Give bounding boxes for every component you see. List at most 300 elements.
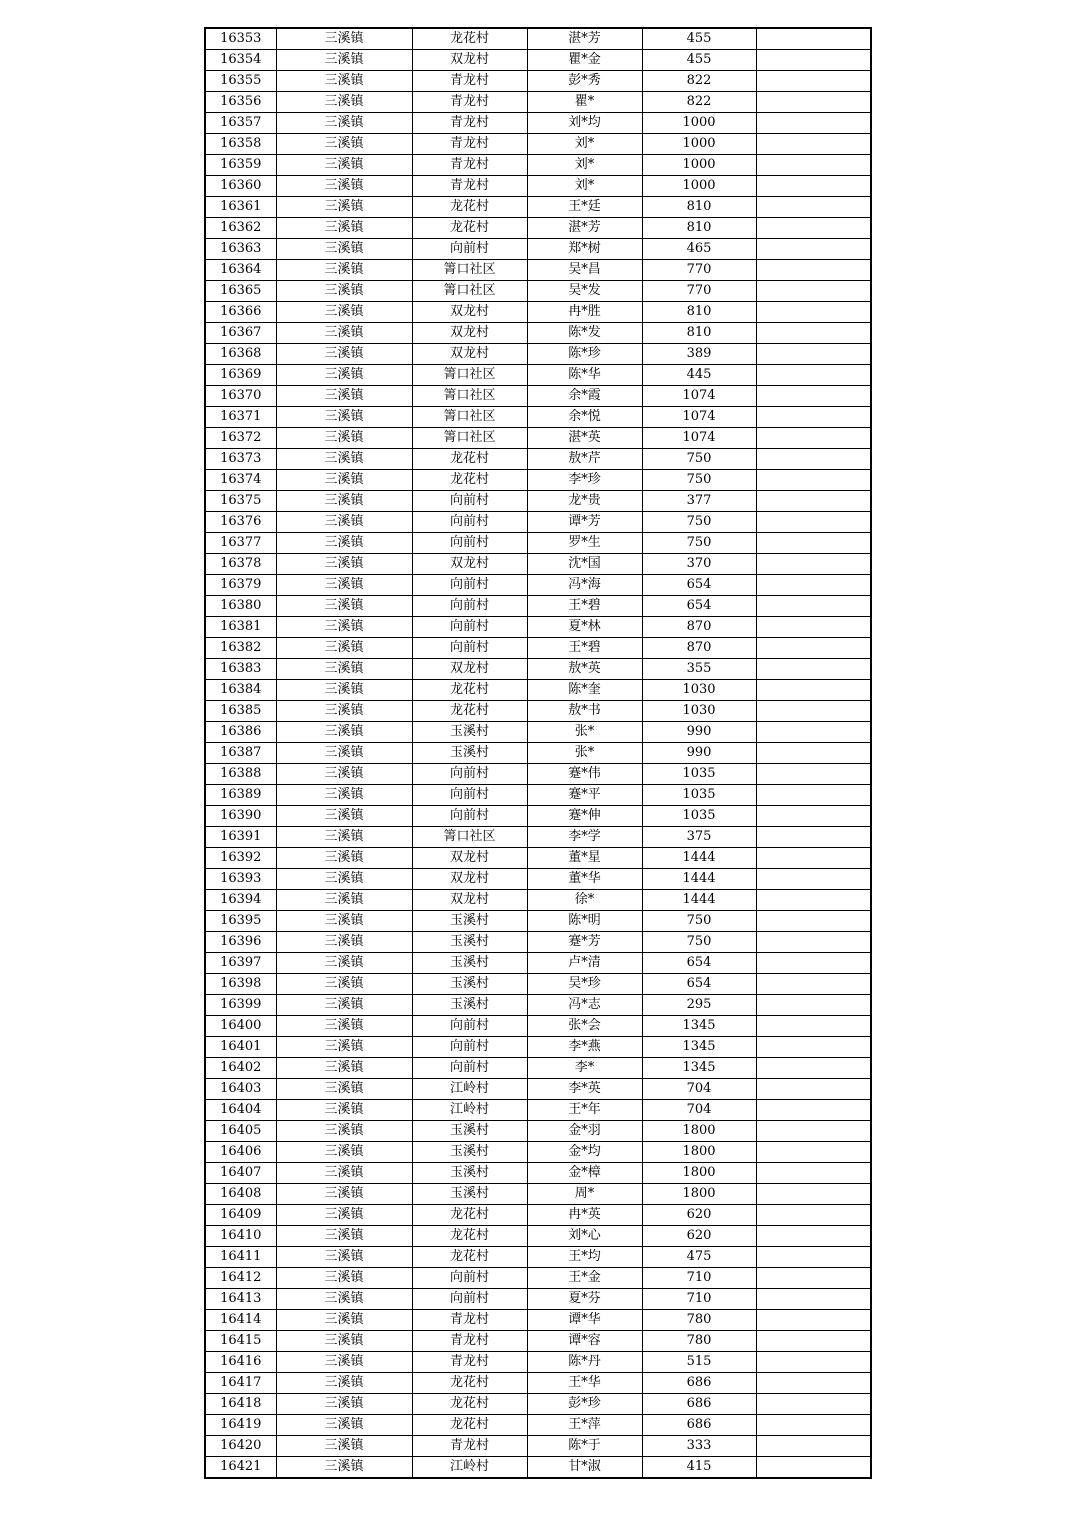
table-row xyxy=(205,554,871,575)
cell-amount: 810 xyxy=(642,323,756,344)
cell-serial: 16392 xyxy=(205,848,276,869)
cell-remark xyxy=(756,512,871,533)
cell-serial: 16388 xyxy=(205,764,276,785)
cell-name: 谭*华 xyxy=(527,1310,642,1331)
cell-remark xyxy=(756,1142,871,1163)
table-row xyxy=(205,995,871,1016)
cell-town: 三溪镇 xyxy=(276,701,412,722)
cell-serial: 16416 xyxy=(205,1352,276,1373)
cell-name: 甘*淑 xyxy=(527,1457,642,1479)
cell-amount: 686 xyxy=(642,1415,756,1436)
cell-serial: 16418 xyxy=(205,1394,276,1415)
cell-village: 双龙村 xyxy=(412,890,527,911)
cell-remark xyxy=(756,848,871,869)
cell-amount: 1035 xyxy=(642,785,756,806)
cell-amount: 1074 xyxy=(642,407,756,428)
cell-village: 玉溪村 xyxy=(412,911,527,932)
cell-amount: 810 xyxy=(642,302,756,323)
cell-serial: 16412 xyxy=(205,1268,276,1289)
cell-name: 湛*芳 xyxy=(527,28,642,50)
cell-amount: 750 xyxy=(642,932,756,953)
cell-amount: 1030 xyxy=(642,680,756,701)
cell-serial: 16409 xyxy=(205,1205,276,1226)
cell-remark xyxy=(756,1268,871,1289)
cell-name: 李*珍 xyxy=(527,470,642,491)
cell-town: 三溪镇 xyxy=(276,995,412,1016)
cell-serial: 16363 xyxy=(205,239,276,260)
cell-town: 三溪镇 xyxy=(276,1142,412,1163)
cell-amount: 355 xyxy=(642,659,756,680)
cell-village: 向前村 xyxy=(412,533,527,554)
cell-serial: 16378 xyxy=(205,554,276,575)
cell-town: 三溪镇 xyxy=(276,1121,412,1142)
cell-village: 青龙村 xyxy=(412,1331,527,1352)
cell-name: 刘* xyxy=(527,176,642,197)
cell-remark xyxy=(756,1415,871,1436)
table-row xyxy=(205,344,871,365)
cell-amount: 475 xyxy=(642,1247,756,1268)
cell-amount: 750 xyxy=(642,533,756,554)
cell-name: 吴*昌 xyxy=(527,260,642,281)
cell-remark xyxy=(756,1163,871,1184)
cell-town: 三溪镇 xyxy=(276,575,412,596)
table-body xyxy=(205,28,871,1478)
cell-remark xyxy=(756,1310,871,1331)
cell-town: 三溪镇 xyxy=(276,1184,412,1205)
cell-town: 三溪镇 xyxy=(276,50,412,71)
table-row xyxy=(205,932,871,953)
cell-remark xyxy=(756,155,871,176)
table-row xyxy=(205,848,871,869)
cell-name: 敖*芹 xyxy=(527,449,642,470)
cell-amount: 822 xyxy=(642,92,756,113)
cell-village: 青龙村 xyxy=(412,134,527,155)
cell-town: 三溪镇 xyxy=(276,533,412,554)
cell-name: 瞿*金 xyxy=(527,50,642,71)
cell-remark xyxy=(756,1289,871,1310)
cell-amount: 377 xyxy=(642,491,756,512)
cell-amount: 710 xyxy=(642,1289,756,1310)
cell-amount: 710 xyxy=(642,1268,756,1289)
cell-town: 三溪镇 xyxy=(276,344,412,365)
cell-amount: 780 xyxy=(642,1310,756,1331)
cell-name: 金*羽 xyxy=(527,1121,642,1142)
cell-name: 董*华 xyxy=(527,869,642,890)
cell-remark xyxy=(756,1121,871,1142)
cell-serial: 16405 xyxy=(205,1121,276,1142)
cell-town: 三溪镇 xyxy=(276,323,412,344)
cell-village: 玉溪村 xyxy=(412,995,527,1016)
cell-town: 三溪镇 xyxy=(276,155,412,176)
cell-town: 三溪镇 xyxy=(276,365,412,386)
cell-name: 谭*容 xyxy=(527,1331,642,1352)
cell-remark xyxy=(756,1037,871,1058)
cell-serial: 16413 xyxy=(205,1289,276,1310)
cell-name: 蹇*伟 xyxy=(527,764,642,785)
cell-name: 龙*贵 xyxy=(527,491,642,512)
cell-village: 玉溪村 xyxy=(412,1184,527,1205)
cell-name: 董*星 xyxy=(527,848,642,869)
cell-village: 龙花村 xyxy=(412,1415,527,1436)
cell-amount: 990 xyxy=(642,743,756,764)
cell-village: 青龙村 xyxy=(412,1352,527,1373)
cell-town: 三溪镇 xyxy=(276,1226,412,1247)
table-row xyxy=(205,134,871,155)
cell-remark xyxy=(756,596,871,617)
cell-serial: 16421 xyxy=(205,1457,276,1479)
table-row xyxy=(205,512,871,533)
cell-amount: 750 xyxy=(642,512,756,533)
cell-town: 三溪镇 xyxy=(276,28,412,50)
cell-serial: 16419 xyxy=(205,1415,276,1436)
cell-serial: 16375 xyxy=(205,491,276,512)
cell-amount: 810 xyxy=(642,218,756,239)
cell-remark xyxy=(756,28,871,50)
cell-town: 三溪镇 xyxy=(276,911,412,932)
table-row xyxy=(205,50,871,71)
cell-village: 青龙村 xyxy=(412,1310,527,1331)
cell-remark xyxy=(756,197,871,218)
cell-name: 罗*生 xyxy=(527,533,642,554)
table-row xyxy=(205,596,871,617)
cell-amount: 750 xyxy=(642,449,756,470)
table-row xyxy=(205,302,871,323)
cell-village: 向前村 xyxy=(412,491,527,512)
cell-town: 三溪镇 xyxy=(276,1163,412,1184)
cell-remark xyxy=(756,428,871,449)
cell-name: 李*英 xyxy=(527,1079,642,1100)
cell-village: 玉溪村 xyxy=(412,974,527,995)
cell-village: 向前村 xyxy=(412,764,527,785)
cell-remark xyxy=(756,1436,871,1457)
cell-serial: 16399 xyxy=(205,995,276,1016)
cell-name: 王*年 xyxy=(527,1100,642,1121)
cell-remark xyxy=(756,1079,871,1100)
cell-remark xyxy=(756,1205,871,1226)
cell-remark xyxy=(756,386,871,407)
cell-remark xyxy=(756,1247,871,1268)
cell-remark xyxy=(756,1331,871,1352)
cell-town: 三溪镇 xyxy=(276,764,412,785)
cell-village: 青龙村 xyxy=(412,92,527,113)
cell-village: 向前村 xyxy=(412,785,527,806)
table-row xyxy=(205,1352,871,1373)
cell-name: 蹇*平 xyxy=(527,785,642,806)
cell-serial: 16369 xyxy=(205,365,276,386)
cell-name: 湛*英 xyxy=(527,428,642,449)
cell-village: 向前村 xyxy=(412,596,527,617)
cell-town: 三溪镇 xyxy=(276,932,412,953)
table-row xyxy=(205,176,871,197)
cell-remark xyxy=(756,92,871,113)
cell-village: 玉溪村 xyxy=(412,743,527,764)
cell-remark xyxy=(756,344,871,365)
cell-serial: 16360 xyxy=(205,176,276,197)
table-row xyxy=(205,260,871,281)
table-row xyxy=(205,197,871,218)
cell-name: 王*碧 xyxy=(527,596,642,617)
table-row xyxy=(205,1142,871,1163)
cell-amount: 515 xyxy=(642,1352,756,1373)
cell-village: 玉溪村 xyxy=(412,1142,527,1163)
cell-town: 三溪镇 xyxy=(276,743,412,764)
cell-village: 箐口社区 xyxy=(412,281,527,302)
cell-remark xyxy=(756,932,871,953)
table-row xyxy=(205,365,871,386)
table-row xyxy=(205,1331,871,1352)
cell-name: 金*均 xyxy=(527,1142,642,1163)
cell-town: 三溪镇 xyxy=(276,302,412,323)
cell-serial: 16353 xyxy=(205,28,276,50)
cell-village: 龙花村 xyxy=(412,470,527,491)
table-row xyxy=(205,1415,871,1436)
cell-serial: 16408 xyxy=(205,1184,276,1205)
table-row xyxy=(205,1457,871,1479)
cell-town: 三溪镇 xyxy=(276,197,412,218)
cell-name: 周* xyxy=(527,1184,642,1205)
table-row xyxy=(205,617,871,638)
cell-remark xyxy=(756,827,871,848)
cell-name: 陈*发 xyxy=(527,323,642,344)
cell-remark xyxy=(756,113,871,134)
cell-town: 三溪镇 xyxy=(276,260,412,281)
table-row xyxy=(205,1394,871,1415)
cell-remark xyxy=(756,1058,871,1079)
table-row xyxy=(205,890,871,911)
cell-remark xyxy=(756,995,871,1016)
cell-town: 三溪镇 xyxy=(276,1079,412,1100)
cell-town: 三溪镇 xyxy=(276,1373,412,1394)
cell-remark xyxy=(756,554,871,575)
cell-remark xyxy=(756,323,871,344)
cell-town: 三溪镇 xyxy=(276,890,412,911)
table-row xyxy=(205,701,871,722)
cell-town: 三溪镇 xyxy=(276,407,412,428)
cell-town: 三溪镇 xyxy=(276,785,412,806)
cell-serial: 16384 xyxy=(205,680,276,701)
cell-serial: 16389 xyxy=(205,785,276,806)
cell-name: 刘* xyxy=(527,155,642,176)
table-row xyxy=(205,1079,871,1100)
cell-village: 江岭村 xyxy=(412,1079,527,1100)
cell-village: 向前村 xyxy=(412,1037,527,1058)
cell-remark xyxy=(756,176,871,197)
cell-village: 向前村 xyxy=(412,1058,527,1079)
cell-remark xyxy=(756,764,871,785)
cell-serial: 16417 xyxy=(205,1373,276,1394)
cell-serial: 16357 xyxy=(205,113,276,134)
cell-village: 玉溪村 xyxy=(412,1121,527,1142)
cell-name: 瞿* xyxy=(527,92,642,113)
cell-name: 冉*胜 xyxy=(527,302,642,323)
cell-serial: 16358 xyxy=(205,134,276,155)
cell-remark xyxy=(756,785,871,806)
cell-remark xyxy=(756,1457,871,1479)
cell-name: 郑*树 xyxy=(527,239,642,260)
cell-amount: 780 xyxy=(642,1331,756,1352)
cell-town: 三溪镇 xyxy=(276,953,412,974)
cell-name: 冯*志 xyxy=(527,995,642,1016)
cell-serial: 16404 xyxy=(205,1100,276,1121)
cell-name: 李*学 xyxy=(527,827,642,848)
table-row xyxy=(205,659,871,680)
cell-amount: 415 xyxy=(642,1457,756,1479)
cell-remark xyxy=(756,470,871,491)
cell-amount: 704 xyxy=(642,1100,756,1121)
cell-town: 三溪镇 xyxy=(276,134,412,155)
table-row xyxy=(205,428,871,449)
cell-amount: 620 xyxy=(642,1205,756,1226)
cell-amount: 455 xyxy=(642,50,756,71)
cell-amount: 654 xyxy=(642,575,756,596)
cell-remark xyxy=(756,365,871,386)
cell-village: 向前村 xyxy=(412,1268,527,1289)
cell-amount: 822 xyxy=(642,71,756,92)
table-row xyxy=(205,1247,871,1268)
table-row xyxy=(205,323,871,344)
cell-remark xyxy=(756,1226,871,1247)
cell-name: 余*霞 xyxy=(527,386,642,407)
cell-serial: 16390 xyxy=(205,806,276,827)
cell-town: 三溪镇 xyxy=(276,1352,412,1373)
cell-serial: 16420 xyxy=(205,1436,276,1457)
cell-amount: 1000 xyxy=(642,134,756,155)
table-row xyxy=(205,239,871,260)
table-row xyxy=(205,71,871,92)
cell-amount: 1030 xyxy=(642,701,756,722)
cell-village: 龙花村 xyxy=(412,218,527,239)
cell-village: 青龙村 xyxy=(412,155,527,176)
cell-amount: 1444 xyxy=(642,848,756,869)
table-row xyxy=(205,155,871,176)
cell-name: 谭*芳 xyxy=(527,512,642,533)
table-row xyxy=(205,28,871,50)
cell-name: 张* xyxy=(527,743,642,764)
cell-name: 蹇*伸 xyxy=(527,806,642,827)
cell-name: 蹇*芳 xyxy=(527,932,642,953)
cell-village: 向前村 xyxy=(412,512,527,533)
cell-remark xyxy=(756,1100,871,1121)
cell-village: 龙花村 xyxy=(412,680,527,701)
cell-remark xyxy=(756,302,871,323)
cell-serial: 16372 xyxy=(205,428,276,449)
cell-village: 双龙村 xyxy=(412,659,527,680)
cell-serial: 16391 xyxy=(205,827,276,848)
table-row xyxy=(205,1310,871,1331)
cell-amount: 295 xyxy=(642,995,756,1016)
cell-serial: 16381 xyxy=(205,617,276,638)
cell-name: 陈*珍 xyxy=(527,344,642,365)
cell-amount: 1074 xyxy=(642,386,756,407)
cell-town: 三溪镇 xyxy=(276,113,412,134)
cell-name: 金*樟 xyxy=(527,1163,642,1184)
cell-town: 三溪镇 xyxy=(276,218,412,239)
cell-serial: 16395 xyxy=(205,911,276,932)
cell-village: 向前村 xyxy=(412,638,527,659)
table-row xyxy=(205,638,871,659)
cell-remark xyxy=(756,50,871,71)
cell-village: 双龙村 xyxy=(412,848,527,869)
cell-village: 向前村 xyxy=(412,1289,527,1310)
cell-serial: 16398 xyxy=(205,974,276,995)
cell-remark xyxy=(756,533,871,554)
cell-amount: 870 xyxy=(642,638,756,659)
cell-name: 彭*珍 xyxy=(527,1394,642,1415)
cell-remark xyxy=(756,260,871,281)
table-row xyxy=(205,281,871,302)
cell-remark xyxy=(756,890,871,911)
cell-town: 三溪镇 xyxy=(276,281,412,302)
cell-town: 三溪镇 xyxy=(276,1016,412,1037)
cell-village: 箐口社区 xyxy=(412,827,527,848)
cell-town: 三溪镇 xyxy=(276,470,412,491)
cell-amount: 870 xyxy=(642,617,756,638)
cell-town: 三溪镇 xyxy=(276,92,412,113)
cell-name: 冉*英 xyxy=(527,1205,642,1226)
cell-serial: 16359 xyxy=(205,155,276,176)
cell-name: 刘*均 xyxy=(527,113,642,134)
cell-village: 龙花村 xyxy=(412,1247,527,1268)
cell-serial: 16401 xyxy=(205,1037,276,1058)
table-row xyxy=(205,1205,871,1226)
cell-amount: 686 xyxy=(642,1373,756,1394)
table-row xyxy=(205,491,871,512)
cell-town: 三溪镇 xyxy=(276,386,412,407)
cell-remark xyxy=(756,407,871,428)
cell-serial: 16354 xyxy=(205,50,276,71)
cell-serial: 16402 xyxy=(205,1058,276,1079)
cell-town: 三溪镇 xyxy=(276,722,412,743)
table-row xyxy=(205,1373,871,1394)
cell-serial: 16377 xyxy=(205,533,276,554)
cell-name: 敖*英 xyxy=(527,659,642,680)
cell-town: 三溪镇 xyxy=(276,1037,412,1058)
cell-name: 王*廷 xyxy=(527,197,642,218)
cell-name: 李*燕 xyxy=(527,1037,642,1058)
cell-serial: 16385 xyxy=(205,701,276,722)
cell-village: 青龙村 xyxy=(412,113,527,134)
cell-town: 三溪镇 xyxy=(276,869,412,890)
cell-remark xyxy=(756,1184,871,1205)
cell-town: 三溪镇 xyxy=(276,617,412,638)
cell-name: 吴*发 xyxy=(527,281,642,302)
cell-town: 三溪镇 xyxy=(276,554,412,575)
table-row xyxy=(205,470,871,491)
cell-amount: 445 xyxy=(642,365,756,386)
cell-name: 夏*芬 xyxy=(527,1289,642,1310)
cell-amount: 465 xyxy=(642,239,756,260)
cell-village: 双龙村 xyxy=(412,869,527,890)
cell-name: 卢*清 xyxy=(527,953,642,974)
cell-serial: 16376 xyxy=(205,512,276,533)
cell-village: 玉溪村 xyxy=(412,1163,527,1184)
cell-name: 湛*芳 xyxy=(527,218,642,239)
table-row xyxy=(205,827,871,848)
cell-village: 青龙村 xyxy=(412,71,527,92)
cell-name: 王*萍 xyxy=(527,1415,642,1436)
cell-remark xyxy=(756,218,871,239)
cell-village: 双龙村 xyxy=(412,344,527,365)
cell-village: 龙花村 xyxy=(412,1205,527,1226)
cell-town: 三溪镇 xyxy=(276,680,412,701)
table-row xyxy=(205,953,871,974)
table-row xyxy=(205,869,871,890)
table-row xyxy=(205,407,871,428)
cell-village: 龙花村 xyxy=(412,197,527,218)
table-row xyxy=(205,1016,871,1037)
cell-town: 三溪镇 xyxy=(276,491,412,512)
cell-remark xyxy=(756,638,871,659)
